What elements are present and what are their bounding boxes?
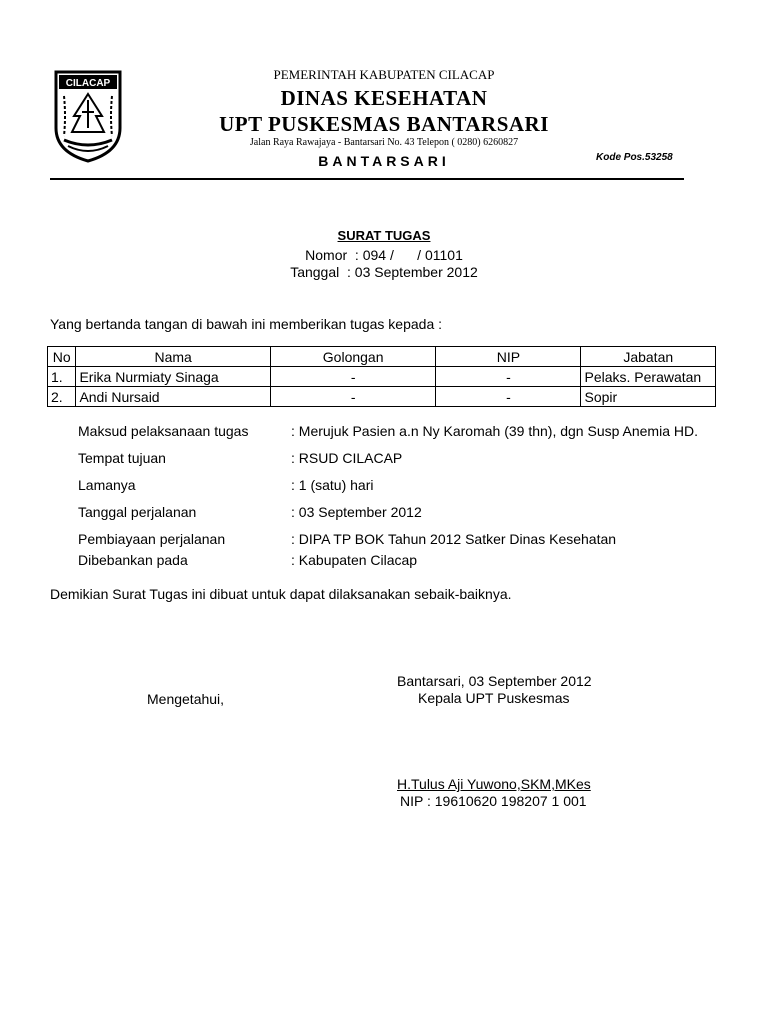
- unit-name: UPT PUSKESMAS BANTARSARI: [219, 112, 549, 136]
- header-golongan: Golongan: [270, 347, 436, 367]
- signer-name: H.Tulus Aji Yuwono,SKM,MKes: [397, 776, 591, 792]
- intro-text: Yang bertanda tangan di bawah ini memberikan tugas kepada :: [50, 316, 443, 332]
- signature-position: Kepala UPT Puskesmas: [418, 690, 570, 706]
- detail-label-destination: Tempat tujuan: [78, 450, 166, 466]
- address: Jalan Raya Rawajaya - Bantarsari No. 43 Telepon ( 0280) 6260827: [249, 137, 519, 148]
- detail-value-travel-date: : 03 September 2012: [291, 504, 422, 520]
- detail-value-funding: : DIPA TP BOK Tahun 2012 Satker Dinas Kesehatan: [291, 531, 617, 547]
- table-row: [48, 367, 716, 387]
- header-no: No: [48, 347, 76, 367]
- detail-label-funding: Pembiayaan perjalanan: [78, 531, 226, 547]
- header-jabatan: Jabatan: [581, 347, 716, 367]
- cell-nama: Erika Nurmiaty Sinaga: [76, 367, 270, 387]
- letter-date: Tanggal : 03 September 2012: [290, 264, 478, 280]
- detail-label-duration: Lamanya: [78, 477, 136, 493]
- letterhead-divider: [50, 178, 684, 180]
- detail-value-destination: : RSUD CILACAP: [291, 450, 403, 466]
- closing-text: Demikian Surat Tugas ini dibuat untuk dapat dilaksanakan sebaik-baiknya.: [50, 586, 512, 602]
- cell-no: 1.: [48, 367, 76, 387]
- detail-label-purpose: Maksud pelaksanaan tugas: [78, 423, 249, 439]
- table-header-row: [48, 347, 716, 367]
- cell-jabatan: Sopir: [581, 387, 716, 407]
- header-nama: Nama: [76, 347, 270, 367]
- letter-title: SURAT TUGAS: [337, 228, 431, 243]
- cell-no: 2.: [48, 387, 76, 407]
- department-name: DINAS KESEHATAN: [280, 86, 488, 110]
- detail-value-duration: : 1 (satu) hari: [291, 477, 374, 493]
- cell-nama: Andi Nursaid: [76, 387, 270, 407]
- cell-golongan: -: [270, 367, 436, 387]
- government-name: PEMERINTAH KABUPATEN CILACAP: [273, 67, 495, 82]
- logo-text: CILACAP: [65, 78, 111, 89]
- staff-table: [47, 346, 716, 407]
- detail-label-travel-date: Tanggal perjalanan: [78, 504, 197, 520]
- cell-nip: -: [436, 387, 581, 407]
- detail-value-purpose: : Merujuk Pasien a.n Ny Karomah (39 thn), dgn Susp Anemia HD.: [291, 423, 698, 439]
- header-nip: NIP: [436, 347, 581, 367]
- table-row: [48, 387, 716, 407]
- postal-code: Kode Pos.53258: [596, 152, 673, 163]
- cell-jabatan: Pelaks. Perawatan: [581, 367, 716, 387]
- detail-value-charged-to: : Kabupaten Cilacap: [291, 552, 418, 568]
- signer-nip: NIP : 19610620 198207 1 001: [400, 793, 587, 809]
- signature-place-date: Bantarsari, 03 September 2012: [397, 673, 592, 689]
- city-name: BANTARSARI: [318, 153, 450, 169]
- acknowledged-label: Mengetahui,: [147, 691, 225, 707]
- cell-golongan: -: [270, 387, 436, 407]
- cell-nip: -: [436, 367, 581, 387]
- detail-label-charged-to: Dibebankan pada: [78, 552, 188, 568]
- letter-number: Nomor : 094 / / 01101: [305, 247, 463, 263]
